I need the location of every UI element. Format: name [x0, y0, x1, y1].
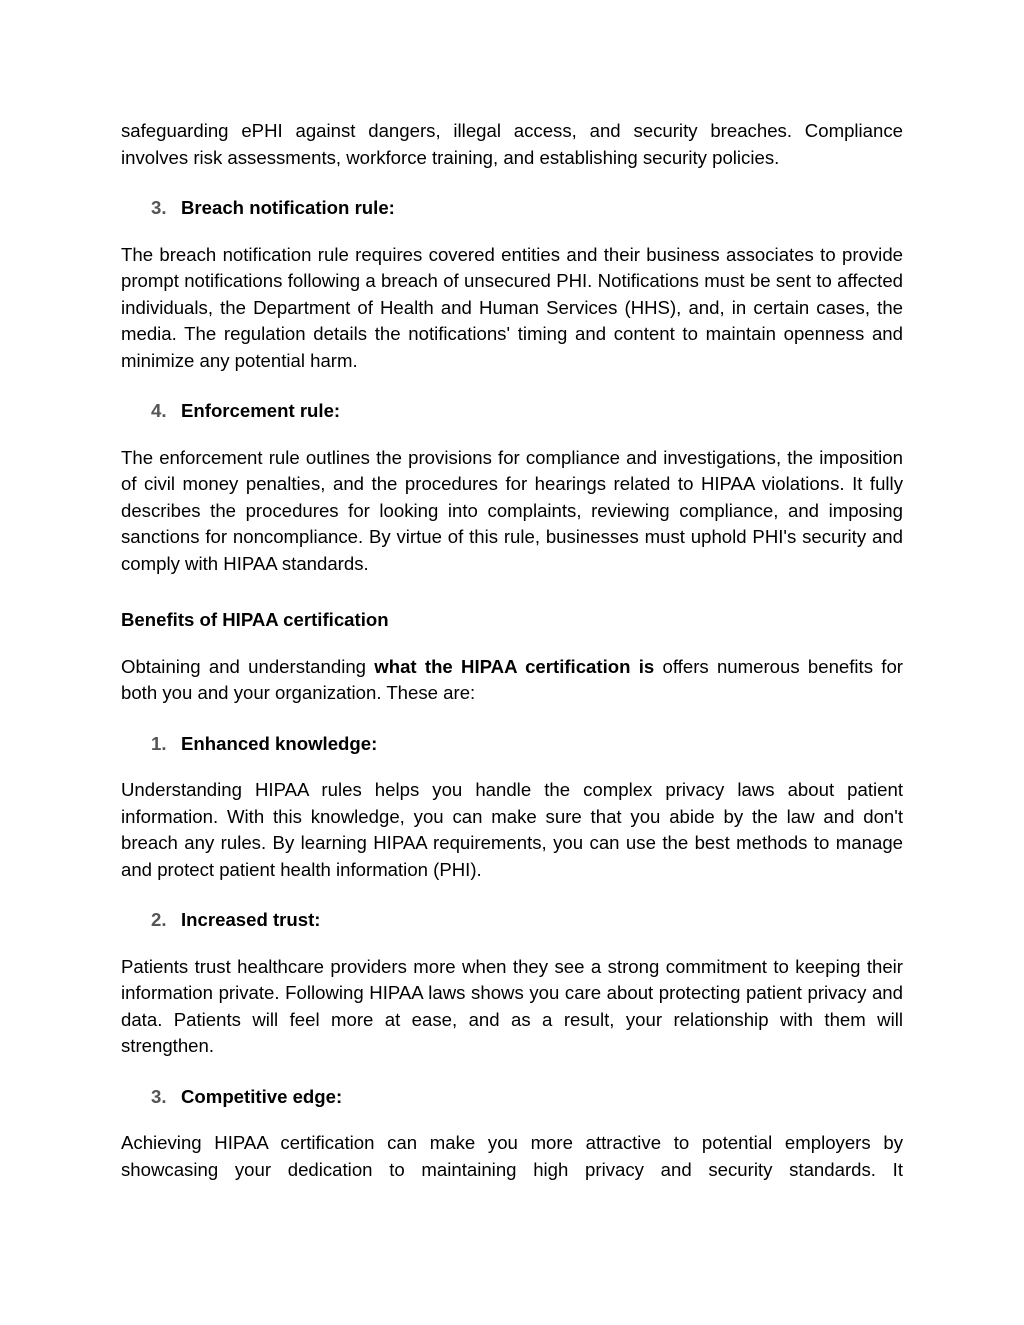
list-number: 3.	[151, 1085, 167, 1107]
list-number: 3.	[151, 197, 167, 218]
paragraph-competitive-edge: Achieving HIPAA certification can make you more attractive to potential employers by showcasing your dedication to maintaining high privacy and security standards. It	[121, 1132, 903, 1180]
list-item-enforcement	[151, 398, 903, 425]
section-heading-benefits: Benefits of HIPAA certification	[121, 609, 389, 630]
list-item-increased-trust	[151, 907, 903, 934]
intro-text-end: offers numerous benefits for both you and your organization. These are:	[121, 655, 903, 703]
intro-bold-text: what the HIPAA certification is	[374, 655, 655, 677]
list-item-competitive-edge	[151, 1084, 903, 1111]
list-item-breach-notification	[151, 195, 903, 222]
list-item-label: Competitive edge:	[181, 1085, 343, 1107]
document-page	[121, 118, 903, 1183]
list-number: 2.	[151, 909, 167, 930]
paragraph-enhanced-knowledge: Understanding HIPAA rules helps you handle the complex privacy laws about patient information. With this knowledge, you can make sure that you abide by the law and don't breach any rules. By learning HIPAA requirements, you can use the best methods to manage and protect patient health information (PHI).	[121, 779, 903, 880]
list-item-label: Increased trust:	[181, 909, 321, 930]
list-item-enhanced-knowledge	[151, 731, 903, 758]
list-number: 1.	[151, 732, 167, 754]
intro-text: Obtaining and understanding	[121, 655, 375, 677]
list-item-label: Enforcement rule:	[181, 400, 341, 421]
list-item-label: Breach notification rule:	[181, 197, 395, 218]
paragraph-breach-notification: The breach notification rule requires covered entities and their business associates to provide prompt notifications following a breach of unsecured PHI. Notifications must be sent to affected individuals, the Department of Health and Human Services (HHS), and, in certain cases, the media. The regulation details the notifications' timing and content to maintain openness and minimize any potential harm.	[121, 243, 903, 371]
paragraph-increased-trust: Patients trust healthcare providers more when they see a strong commitment to keeping their information private. Following HIPAA laws shows you care about protecting patient privacy and data. Patients will feel more at ease, and as a result, your relationship with them will strengthen.	[121, 955, 903, 1056]
paragraph-enforcement: The enforcement rule outlines the provisions for compliance and investigations, the imposition of civil money penalties, and the procedures for hearings related to HIPAA violations. It fully describes the procedures for looking into complaints, reviewing compliance, and imposing sanctions for noncompliance. By virtue of this rule, businesses must uphold PHI's security and comply with HIPAA standards.	[121, 446, 903, 574]
paragraph-security-rule-continued: safeguarding ePHI against dangers, illegal access, and security breaches. Compliance involves risk assessments, workforce training, and establishing security policies.	[121, 120, 903, 168]
paragraph-benefits-intro	[121, 654, 903, 707]
list-number: 4.	[151, 400, 167, 421]
list-item-label: Enhanced knowledge:	[181, 732, 378, 754]
